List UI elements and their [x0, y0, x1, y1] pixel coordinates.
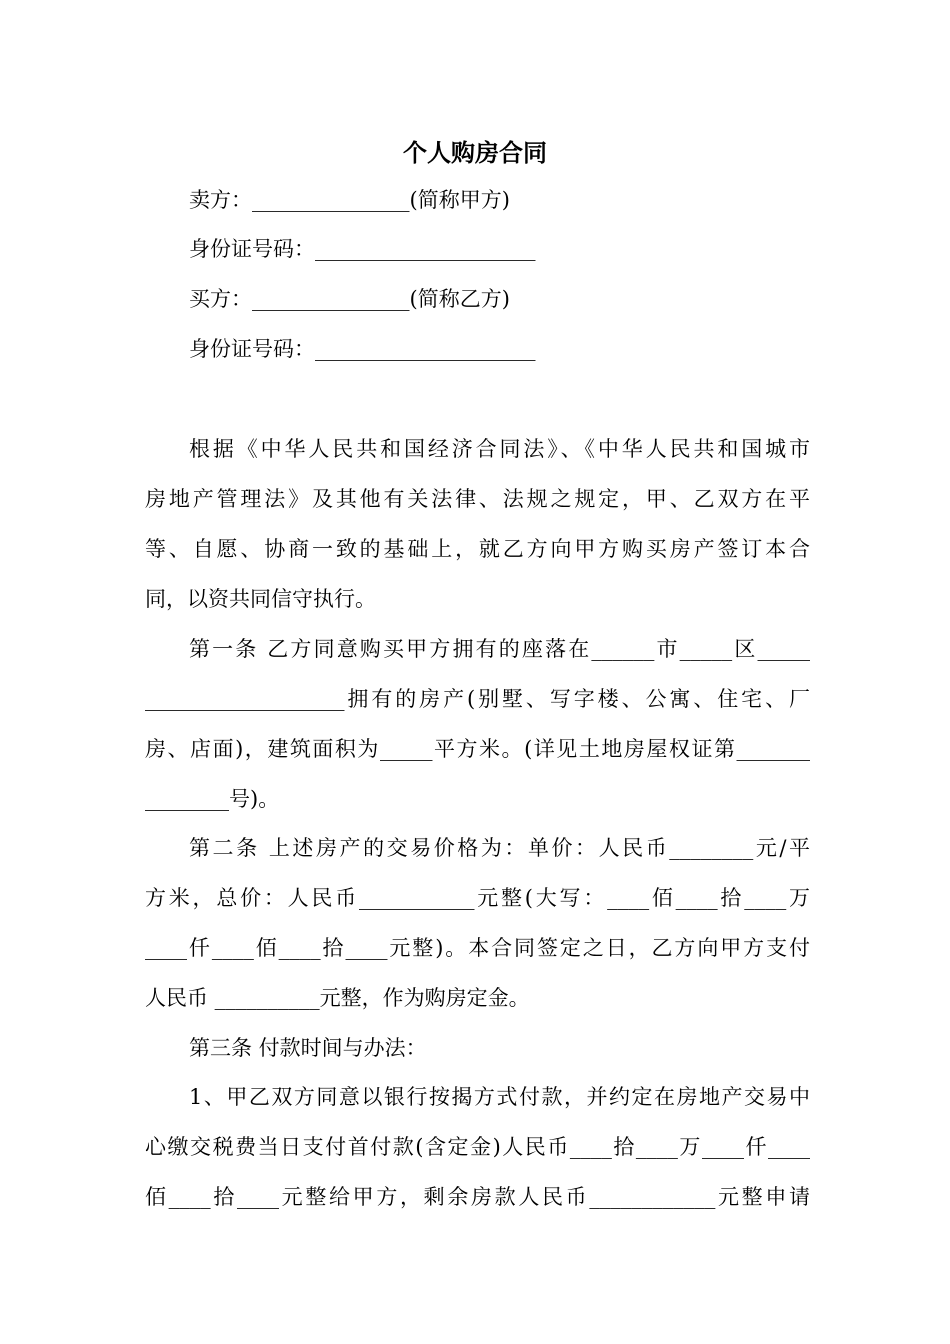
clause-1-line-1: 1、甲乙双方同意以银行按揭方式付款，并约定在房地产交易中	[189, 1085, 810, 1109]
article-1-line-3: 房、店面)，建筑面积为_____平方米。(详见土地房屋权证第_______	[145, 737, 810, 761]
preamble-line-4: 同，以资共同信守执行。	[145, 587, 376, 611]
article-2-line-4: 人民币 __________元整，作为购房定金。	[145, 986, 530, 1010]
preamble-line-3: 等、自愿、协商一致的基础上，就乙方向甲方购买房产签订本合	[145, 537, 810, 561]
article-1-line-1: 第一条 乙方同意购买甲方拥有的座落在______市_____区_____	[189, 637, 810, 661]
article-3-heading: 第三条 付款时间与办法：	[189, 1036, 427, 1060]
article-2-line-2: 方米，总价：人民币___________元整(大写：____佰____拾____万	[145, 886, 810, 910]
page-title: 个人购房合同	[403, 138, 547, 167]
article-2-line-1: 第二条 上述房产的交易价格为：单价：人民币________元/平	[189, 836, 810, 860]
article-1-line-4: ________号)。	[145, 787, 280, 811]
seller-id-line: 身份证号码：_____________________	[189, 237, 536, 261]
clause-1-line-2: 心缴交税费当日支付首付款(含定金)人民币____拾____万____仟____	[145, 1135, 810, 1159]
seller-line: 卖方：_______________(简称甲方)	[189, 188, 510, 212]
article-2-line-3: ____仟____佰____拾____元整)。本合同签定之日，乙方向甲方支付	[145, 936, 810, 960]
buyer-id-line: 身份证号码：_____________________	[189, 337, 536, 361]
preamble-line-1: 根据《中华人民共和国经济合同法》、《中华人民共和国城市	[189, 437, 810, 461]
preamble-line-2: 房地产管理法》及其他有关法律、法规之规定，甲、乙双方在平	[145, 487, 810, 511]
buyer-line: 买方：_______________(简称乙方)	[189, 287, 510, 311]
clause-1-line-3: 佰____拾____元整给甲方，剩余房款人民币____________元整申请	[145, 1185, 810, 1209]
article-1-line-2: ___________________拥有的房产(别墅、写字楼、公寓、住宅、厂	[145, 687, 810, 711]
